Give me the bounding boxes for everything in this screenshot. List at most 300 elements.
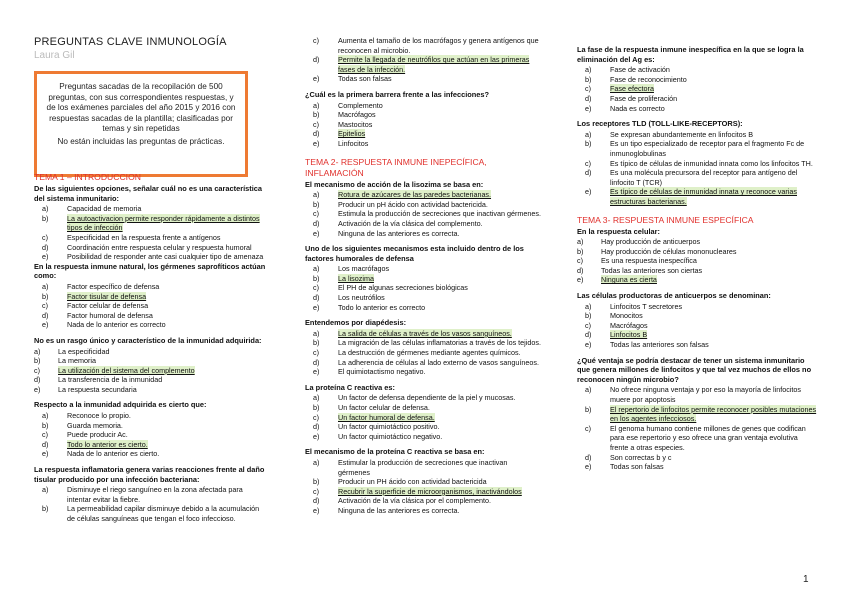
answer-option xyxy=(577,65,817,75)
option-text: Epitelios xyxy=(338,129,366,139)
option-text: La transferencia de la inmunidad xyxy=(58,375,163,385)
answer-option-correct xyxy=(577,84,817,94)
option-text: La migración de las células inflamatorias a través de los tejidos. xyxy=(338,338,541,348)
question-text: De las siguientes opciones, señalar cuál no es una característica del sistema inmunitario: xyxy=(34,184,262,203)
option-text: La respuesta secundaria xyxy=(58,384,137,394)
answer-option xyxy=(305,422,541,432)
question-text: El mecanismo de acción de la lisozima se basa en: xyxy=(305,179,484,189)
answer-option xyxy=(305,432,541,442)
option-text: Guarda memoria. xyxy=(67,420,123,430)
document-author: Laura Gil xyxy=(34,50,75,61)
answer-options xyxy=(305,393,541,441)
option-letter: a) xyxy=(42,411,49,421)
question-text: Los receptores TLD (TOLL-LIKE-RECEPTORS): xyxy=(577,119,743,129)
question-block xyxy=(34,262,266,330)
option-letter: d) xyxy=(585,330,592,340)
option-text: Complemento xyxy=(338,100,383,110)
option-text: Los neutrófilos xyxy=(338,293,385,303)
option-text: Fase de reconocimiento xyxy=(610,74,687,84)
option-text: Linfocitos B xyxy=(610,330,648,340)
answer-options xyxy=(577,130,817,207)
option-text: Fase efectora xyxy=(610,84,654,94)
question-block xyxy=(305,180,541,239)
answer-option-correct xyxy=(577,405,817,424)
intro-note: No están incluidas las preguntas de prácticas. xyxy=(57,136,225,146)
question-block xyxy=(34,465,266,524)
answer-option xyxy=(34,301,266,311)
option-text: Linfocitos T secretores xyxy=(610,301,683,311)
option-text: Producir un PH ácido con actividad bactericida xyxy=(338,477,487,487)
question-text: La fase de la respuesta inmune inespecífica en la que se logra la eliminación del Ag es: xyxy=(577,45,804,64)
option-text: El genoma humano contiene millones de genes que codifican para ese repertorio y eso ofrece una gran ventaja evolutiva frente a otras especies. xyxy=(610,423,806,452)
answer-option-correct xyxy=(577,330,817,340)
option-text: El PH de algunas secreciones biológicas xyxy=(338,283,468,293)
option-text: La autoactivacion permite responder rápidamente a distintos tipos de infección xyxy=(67,213,260,233)
answer-option xyxy=(577,256,817,266)
option-letter: d) xyxy=(585,168,592,178)
option-letter: b) xyxy=(313,477,320,487)
question-block xyxy=(577,356,817,472)
option-letter: c) xyxy=(313,283,319,293)
question-block xyxy=(577,227,817,286)
option-text: Ninguna de las anteriores es correcta. xyxy=(338,505,460,515)
answer-options xyxy=(34,204,266,262)
answer-option xyxy=(577,340,817,350)
answer-options xyxy=(34,347,266,395)
option-text: Fase de proliferación xyxy=(610,93,678,103)
option-text: Todas son falsas xyxy=(610,462,664,472)
answer-option xyxy=(34,356,266,366)
answer-option xyxy=(305,209,541,219)
answer-options xyxy=(577,302,817,350)
question-block xyxy=(305,36,541,84)
answer-option xyxy=(34,311,266,321)
answer-option xyxy=(34,320,266,330)
answer-options xyxy=(305,190,541,238)
option-text: Reconoce lo propio. xyxy=(67,411,131,421)
answer-option xyxy=(305,139,541,149)
option-letter: d) xyxy=(313,55,320,65)
option-letter: b) xyxy=(585,74,592,84)
answer-option xyxy=(577,311,817,321)
option-text: Todas son falsas xyxy=(338,74,392,84)
intro-box xyxy=(34,71,248,177)
answer-option xyxy=(577,104,817,114)
option-letter: b) xyxy=(42,504,49,514)
answer-option xyxy=(305,293,541,303)
question-block xyxy=(34,400,266,459)
answer-option-correct xyxy=(34,292,266,302)
option-letter: d) xyxy=(42,439,49,449)
option-letter: c) xyxy=(585,158,591,168)
answer-option xyxy=(577,168,817,187)
option-text: Nada de lo anterior es cierto. xyxy=(67,449,160,459)
answer-option xyxy=(34,233,266,243)
option-letter: e) xyxy=(313,302,320,312)
document-title: PREGUNTAS CLAVE INMUNOLOGÍA xyxy=(34,36,227,48)
answer-option-correct xyxy=(577,187,817,206)
option-text: Producir un pH ácido con actividad bactericida. xyxy=(338,199,488,209)
question-text: ¿Qué ventaja se podría destacar de tener un sistema inmunitario que genera millones de linfocitos y que tal vez muchos de ellos no reconocen ningún microbio? xyxy=(577,355,812,384)
question-block xyxy=(305,447,541,515)
answer-option xyxy=(577,321,817,331)
option-letter: e) xyxy=(42,449,49,459)
option-text: Nada de lo anterior es correcto xyxy=(67,320,166,330)
column-right xyxy=(577,45,817,472)
option-letter: b) xyxy=(585,311,592,321)
answer-option xyxy=(577,302,817,312)
option-text: Estimula la producción de secreciones que inactivan gérmenes. xyxy=(338,209,541,219)
answer-options xyxy=(577,385,817,471)
option-text: Factor humoral de defensa xyxy=(67,310,153,320)
option-text: Posibilidad de responder ante casi cualquier tipo de amenaza xyxy=(67,252,264,262)
option-letter: e) xyxy=(585,187,592,197)
option-text: Rotura de azúcares de las paredes bacterianas. xyxy=(338,190,492,200)
answer-option xyxy=(577,453,817,463)
option-letter: c) xyxy=(313,36,319,45)
option-text: Nada es correcto xyxy=(610,103,665,113)
answer-option-correct xyxy=(34,366,266,376)
answer-options xyxy=(305,36,541,84)
answer-option xyxy=(305,36,541,55)
answer-options xyxy=(305,458,541,516)
option-text: La lisozima xyxy=(338,273,374,283)
column-middle xyxy=(305,36,541,516)
option-text: Ninguna de las anteriores es correcta. xyxy=(338,228,460,238)
option-text: Aumenta el tamaño de los macrófagos y genera antígenos que reconocen al microbio. xyxy=(338,36,539,55)
question-block xyxy=(305,318,541,377)
option-text: Capacidad de memoria xyxy=(67,204,142,214)
option-letter: b) xyxy=(313,338,320,348)
option-text: Es un tipo especializado de receptor para el fragmento Fc de inmunoglobulinas xyxy=(610,139,805,158)
option-letter: a) xyxy=(313,100,320,110)
option-letter: d) xyxy=(313,218,320,228)
option-letter: d) xyxy=(585,452,592,462)
question-block xyxy=(305,90,541,149)
option-letter: d) xyxy=(313,129,320,139)
question-block xyxy=(577,45,817,113)
answer-options xyxy=(34,282,266,330)
option-letter: b) xyxy=(577,246,584,256)
option-letter: b) xyxy=(313,273,320,283)
option-text: Activación de la vía clásica del complemento. xyxy=(338,218,483,228)
option-letter: b) xyxy=(313,403,320,412)
question-block xyxy=(34,336,266,395)
option-letter: a) xyxy=(585,65,592,75)
option-text: Son correctas b y c xyxy=(610,452,672,462)
option-letter: b) xyxy=(42,213,49,223)
question-block xyxy=(305,244,541,312)
option-letter: e) xyxy=(313,431,320,441)
option-letter: e) xyxy=(313,505,320,515)
option-text: Monocitos xyxy=(610,311,643,321)
option-text: Todas las anteriores son ciertas xyxy=(601,265,703,275)
option-text: La especificidad xyxy=(58,346,110,356)
answer-option xyxy=(577,462,817,472)
option-text: Coordinación entre respuesta celular y respuesta humoral xyxy=(67,242,252,252)
option-text: Mastocitos xyxy=(338,119,373,129)
answer-option xyxy=(577,237,817,247)
answer-options xyxy=(34,485,266,523)
option-letter: a) xyxy=(313,457,320,467)
option-text: Es una respuesta inespecífica xyxy=(601,256,697,266)
option-text: Activación de la vía clásica por el complemento. xyxy=(338,496,492,506)
option-letter: a) xyxy=(313,190,320,200)
answer-option xyxy=(305,506,541,516)
answer-option-correct xyxy=(305,190,541,200)
option-letter: c) xyxy=(585,423,591,433)
option-text: Hay producción de células mononucleares xyxy=(601,246,737,256)
question-block xyxy=(577,291,817,350)
option-text: La utilización del sistema del complemento xyxy=(58,365,195,375)
answer-option xyxy=(34,204,266,214)
answer-option xyxy=(305,219,541,229)
answer-option xyxy=(577,424,817,453)
answer-option xyxy=(305,110,541,120)
option-letter: b) xyxy=(313,110,320,120)
answer-option xyxy=(34,385,266,395)
answer-option xyxy=(34,347,266,357)
answer-option xyxy=(34,282,266,292)
option-letter: e) xyxy=(577,275,584,285)
answer-option-correct xyxy=(305,129,541,139)
answer-option xyxy=(34,243,266,253)
option-text: La adherencia de células al lado externo de vasos sanguíneos. xyxy=(338,357,539,367)
answer-option xyxy=(577,159,817,169)
option-letter: a) xyxy=(42,204,49,214)
option-letter: c) xyxy=(313,119,319,129)
answer-option xyxy=(34,421,266,431)
option-letter: b) xyxy=(42,420,49,430)
option-text: Un factor de defensa dependiente de la piel y mucosas. xyxy=(338,393,516,403)
option-text: Es típico de células de inmunidad innata como los linfocitos TH. xyxy=(610,158,813,168)
option-letter: d) xyxy=(585,93,592,103)
option-letter: c) xyxy=(42,232,48,242)
option-letter: c) xyxy=(313,486,319,496)
option-text: Estimular la producción de secreciones que inactivan gérmenes xyxy=(338,457,508,477)
question-text: La respuesta inflamatoria genera varias reacciones frente al daño tisular producido por una infección bacteriana: xyxy=(34,465,265,484)
question-text: En la respuesta celular: xyxy=(577,226,660,236)
option-letter: c) xyxy=(313,209,319,219)
option-text: Es una molécula precursora del receptor para antígeno del linfocito T (TCR) xyxy=(610,168,798,187)
option-text: Disminuye el riego sanguíneo en la zona afectada para intentar evitar la fiebre. xyxy=(67,485,243,504)
option-text: Un factor celular de defensa. xyxy=(338,403,430,412)
answer-option-correct xyxy=(577,275,817,285)
option-letter: a) xyxy=(313,393,320,403)
option-letter: b) xyxy=(585,404,592,414)
option-text: Macrófagos xyxy=(610,320,648,330)
option-text: Hay producción de anticuerpos xyxy=(601,237,701,247)
answer-option xyxy=(305,358,541,368)
answer-option xyxy=(305,496,541,506)
option-text: Factor específico de defensa xyxy=(67,281,160,291)
option-text: Los macrófagos xyxy=(338,264,390,274)
answer-options xyxy=(305,264,541,312)
answer-options xyxy=(305,329,541,377)
option-letter: d) xyxy=(313,357,320,367)
answer-option xyxy=(305,120,541,130)
option-letter: a) xyxy=(34,346,41,356)
option-text: El quimiotactismo negativo. xyxy=(338,367,426,377)
option-letter: a) xyxy=(577,237,584,247)
option-text: La salida de células a través de los vasos sanguíneos. xyxy=(338,328,512,338)
option-letter: e) xyxy=(42,320,49,330)
answer-option xyxy=(577,266,817,276)
option-letter: e) xyxy=(313,74,320,84)
question-text: ¿Cuál es la primera barrera frente a las infecciones? xyxy=(305,89,490,99)
answer-option xyxy=(305,303,541,313)
question-text: La proteína C reactiva es: xyxy=(305,382,395,392)
answer-option xyxy=(305,477,541,487)
answer-option xyxy=(34,449,266,459)
option-text: Fase de activación xyxy=(610,65,670,75)
option-letter: c) xyxy=(34,365,40,375)
answer-option xyxy=(305,338,541,348)
option-letter: a) xyxy=(42,281,49,291)
answer-options xyxy=(577,65,817,113)
option-letter: a) xyxy=(585,129,592,139)
option-text: Factor celular de defensa xyxy=(67,301,149,311)
option-letter: a) xyxy=(585,385,592,395)
answer-option xyxy=(34,430,266,440)
option-text: Todo lo anterior es cierto. xyxy=(67,439,148,449)
answer-option xyxy=(577,139,817,158)
page-number: 1 xyxy=(803,574,809,585)
answer-option xyxy=(577,94,817,104)
answer-option xyxy=(34,375,266,385)
question-block xyxy=(577,119,817,206)
option-letter: d) xyxy=(34,375,41,385)
option-text: Ninguna es cierta xyxy=(601,275,657,285)
answer-option xyxy=(305,403,541,413)
answer-option-correct xyxy=(305,274,541,284)
option-text: El repertorio de linfocitos permite reconocer posibles mutaciones en los agentes infecciosos. xyxy=(610,404,817,424)
option-letter: c) xyxy=(585,320,591,330)
answer-option-correct xyxy=(305,413,541,423)
option-letter: d) xyxy=(42,310,49,320)
option-letter: d) xyxy=(313,293,320,303)
answer-options xyxy=(577,237,817,285)
section-heading: TEMA 2- RESPUESTA INMUNE INEPECÍFICA, INFLAMACIÓN xyxy=(305,156,487,178)
option-text: Es típico de células de inmunidad innata y reconoce varias estructuras bacterianas. xyxy=(610,187,797,206)
option-text: Un factor humoral de defensa. xyxy=(338,412,435,422)
option-letter: d) xyxy=(577,265,584,275)
answer-option xyxy=(305,283,541,293)
answer-option xyxy=(305,393,541,403)
option-text: Todo lo anterior es correcto xyxy=(338,302,426,312)
option-letter: c) xyxy=(313,348,319,358)
option-letter: a) xyxy=(313,264,320,274)
option-letter: a) xyxy=(42,485,49,495)
question-text: No es un rasgo único y característico de la inmunidad adquirida: xyxy=(34,335,262,345)
answer-option xyxy=(34,411,266,421)
option-text: Todas las anteriores son falsas xyxy=(610,340,709,350)
section-heading: TEMA 3- RESPUESTA INMUNE ESPECÍFICA xyxy=(577,214,754,225)
option-text: Puede producir Ac. xyxy=(67,430,128,440)
question-text: El mecanismo de la proteína C reactiva se basa en: xyxy=(305,447,485,457)
option-letter: b) xyxy=(585,139,592,149)
answer-option-correct xyxy=(305,55,541,74)
answer-option xyxy=(305,229,541,239)
answer-option xyxy=(305,200,541,210)
answer-option xyxy=(34,485,266,504)
answer-option xyxy=(577,247,817,257)
answer-option xyxy=(305,348,541,358)
option-letter: c) xyxy=(42,430,48,440)
answer-option-correct xyxy=(34,440,266,450)
option-letter: e) xyxy=(313,138,320,148)
option-text: La permeabilidad capilar disminuye debido a la acumulación de células sanguíneas que tengan el foco infeccioso. xyxy=(67,504,260,523)
option-letter: e) xyxy=(313,228,320,238)
option-letter: e) xyxy=(585,340,592,350)
intro-paragraph: Preguntas sacadas de la recopilación de 500 preguntas, con sus correspondientes respuestas, y de los exámenes parciales del año 2015 y 2016 con respuestas sacadas de la plantilla; clasificadas por temas y sin repetidas xyxy=(46,82,236,134)
option-text: Factor tisular de defensa xyxy=(67,291,147,301)
question-block xyxy=(34,184,266,262)
answer-option xyxy=(577,75,817,85)
option-letter: c) xyxy=(313,412,319,422)
option-text: Se expresan abundantemente en linfocitos B xyxy=(610,129,754,139)
question-text: Las células productoras de anticuerpos se denominan: xyxy=(577,291,771,301)
answer-option xyxy=(305,101,541,111)
answer-option-correct xyxy=(305,329,541,339)
option-letter: e) xyxy=(585,462,592,472)
option-letter: a) xyxy=(313,328,320,338)
column-left xyxy=(34,172,266,524)
option-text: La destrucción de gérmenes mediante agentes químicos. xyxy=(338,348,521,358)
answer-option xyxy=(577,385,817,404)
answer-option-correct xyxy=(34,214,266,233)
option-letter: e) xyxy=(585,103,592,113)
answer-option xyxy=(305,458,541,477)
answer-option xyxy=(577,130,817,140)
option-text: Linfocitos xyxy=(338,138,369,148)
option-letter: c) xyxy=(577,256,583,266)
question-text: Uno de los siguientes mecanismos esta incluido dentro de los factores humorales de defensa xyxy=(305,244,524,263)
question-block xyxy=(305,383,541,442)
option-text: Especificidad en la respuesta frente a antígenos xyxy=(67,232,221,242)
option-letter: d) xyxy=(313,496,320,506)
option-text: Recubrir la superficie de microorganismos, inactivándolos xyxy=(338,486,522,496)
option-letter: b) xyxy=(313,199,320,209)
option-letter: a) xyxy=(585,301,592,311)
option-letter: e) xyxy=(42,252,49,262)
answer-option xyxy=(305,264,541,274)
option-text: La memoria xyxy=(58,356,96,366)
option-letter: b) xyxy=(34,356,41,366)
option-letter: d) xyxy=(313,422,320,432)
answer-option xyxy=(34,504,266,523)
question-text: Entendemos por diapédesis: xyxy=(305,318,407,328)
option-text: Macrófagos xyxy=(338,110,376,120)
option-letter: e) xyxy=(313,367,320,377)
answer-option-correct xyxy=(305,487,541,497)
answer-options xyxy=(305,101,541,149)
option-letter: d) xyxy=(42,242,49,252)
question-text: Respecto a la inmunidad adquirida es cierto que: xyxy=(34,400,207,410)
answer-option xyxy=(305,74,541,84)
answer-options xyxy=(34,411,266,459)
option-text: Permite la llegada de neutrófilos que actúan en las primeras fases de la infección. xyxy=(338,55,530,74)
option-text: Un factor quimiotáctico positivo. xyxy=(338,422,440,432)
section-heading: TEMA 1 – INTRODUCCION xyxy=(34,172,141,182)
question-text: En la respuesta inmune natural, los gérmenes saprofíticos actúan como: xyxy=(34,261,266,281)
option-letter: c) xyxy=(42,301,48,311)
answer-option xyxy=(34,252,266,262)
option-text: Un factor quimiotáctico negativo. xyxy=(338,431,443,441)
option-text: No ofrece ninguna ventaja y por eso la mayoría de linfocitos muere por apoptosis xyxy=(610,385,801,404)
option-letter: e) xyxy=(34,384,41,394)
option-letter: b) xyxy=(42,291,49,301)
